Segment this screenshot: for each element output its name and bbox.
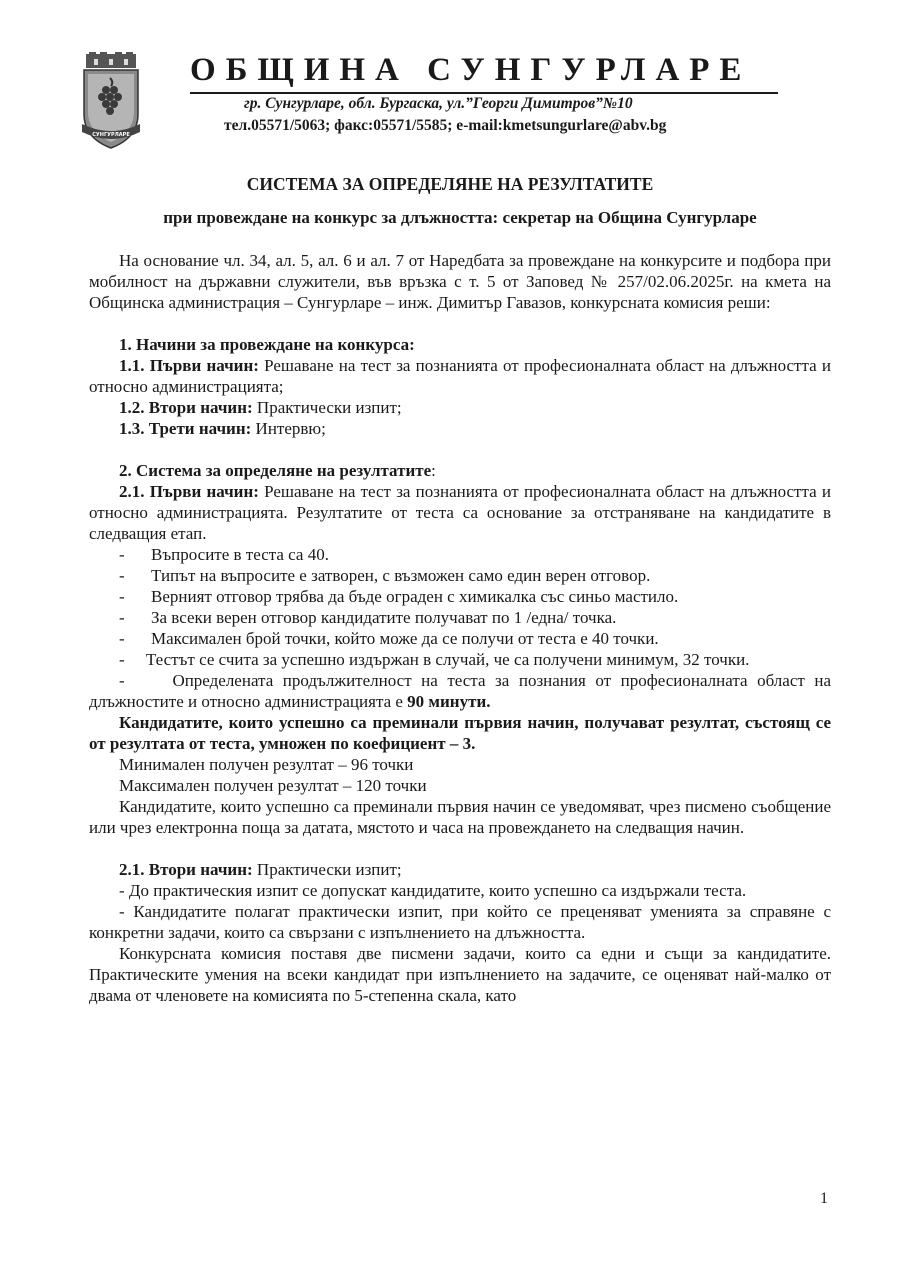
method-2-paragraph-text: Конкурсната комисия поставя две писмени задачи, които са едни и същи за кандидатите. Практическите умения на всеки кандидат при изпълнението на задачите, се оценяват най-малко от двама от членовете на комисията по 5-степенна скала, като: [89, 944, 831, 1005]
duration-item: - Определената продължителност на теста за познания от професионалната област на длъжностите и относно администрацията е 90 минути.: [89, 671, 831, 711]
organization-contacts: тел.05571/5063; факс:05571/5585; e-mail:kmetsungurlare@abv.bg: [224, 117, 667, 134]
method-2-paragraph: [89, 859, 831, 880]
item-label: 1.3. Трети начин:: [119, 419, 252, 438]
header-divider: [190, 92, 778, 94]
list-item: - Типът на въпросите е затворен, с възможен само един верен отговор.: [89, 565, 831, 586]
list-item-text: Тестът се счита за успешно издържан в случай, че са получени минимум, 32 точки.: [145, 650, 750, 669]
list-item-text: Типът на въпросите е затворен, с възможен само един верен отговор.: [151, 566, 651, 585]
list-item: - За всеки верен отговор кандидатите получават по 1 /една/ точка.: [89, 607, 831, 628]
method-1-text: Решаване на тест за познанията от професионалната област на длъжността и относно администрацията. Резултатите от теста са основание за отстраняване на кандидатите в следващия етап.: [89, 482, 831, 543]
item-text: Практически изпит;: [252, 398, 402, 417]
list-item: - Верният отговор трябва да бъде ограден с химикалка със синьо мастило.: [89, 586, 831, 607]
organization-address: гр. Сунгурларе, обл. Бургаска, ул.”Георги Димитров”№10: [244, 95, 633, 112]
section-1-item: [89, 355, 831, 397]
item-label: 1.1. Първи начин:: [119, 356, 259, 375]
list-item-text: Въпросите в теста са 40.: [151, 545, 329, 564]
page-number: 1: [820, 1190, 828, 1207]
item-label: 1.2. Втори начин:: [119, 398, 253, 417]
section-1-item: [89, 397, 831, 418]
list-item: - Въпросите в теста са 40.: [89, 544, 831, 565]
method-2-point: - До практическия изпит се допускат кандидатите, които успешно са издържали теста.: [119, 881, 747, 900]
document-body: [89, 250, 831, 1006]
list-item-text: Максимален брой точки, който може да се получи от теста е 40 точки.: [151, 629, 659, 648]
municipality-crest-icon: [80, 52, 142, 150]
list-item-text: Верният отговор трябва да бъде ограден с химикалка със синьо мастило.: [151, 587, 679, 606]
document-subtitle: при провеждане на конкурс за длъжността: секретар на Община Сунгурларе: [163, 208, 757, 227]
min-result: Минимален получен резултат – 96 точки: [119, 755, 414, 774]
method-1-label: 2.1. Първи начин:: [119, 482, 259, 501]
duration-value: 90 минути.: [402, 692, 491, 711]
section-1-heading: 1. Начини за провеждане на конкурса:: [119, 335, 415, 354]
result-rule: Кандидатите, които успешно са преминали първия начин, получават резултат, състоящ се от резултата от теста, умножен по коефициент – 3.: [89, 713, 831, 753]
section-2-heading-text: 2. Система за определяне на резултатите: [119, 461, 432, 480]
section-2-heading: [89, 460, 831, 481]
list-item: - Максимален брой точки, който може да се получи от теста е 40 точки.: [89, 628, 831, 649]
crest-ribbon-text: СУНГУРЛАРЕ: [92, 132, 130, 138]
method-2-point: - Кандидатите полагат практически изпит, при който се преценяват уменията за справяне с конкретни задачи, които са свързани с изпълнението на длъжността.: [89, 902, 831, 942]
method-2-text: Практически изпит;: [252, 860, 402, 879]
notification-paragraph: Кандидатите, които успешно са преминали първия начин се уведомяват, чрез писмено съобщение или чрез електронна поща за датата, мястото и часа на провеждането на следващия начин.: [89, 797, 831, 837]
method-1-paragraph: [89, 481, 831, 544]
section-2-heading-colon: :: [431, 461, 436, 480]
organization-name: ОБЩИНА СУНГУРЛАРЕ: [190, 52, 752, 88]
duration-text: Определената продължителност на теста за познания от професионалната област на длъжностите и относно администрацията е: [89, 671, 831, 711]
list-item-text: За всеки верен отговор кандидатите получават по 1 /една/ точка.: [151, 608, 617, 627]
document-title: СИСТЕМА ЗА ОПРЕДЕЛЯНЕ НА РЕЗУЛТАТИТЕ: [246, 174, 654, 194]
max-result: Максимален получен резултат – 120 точки: [119, 776, 427, 795]
method-2-label: 2.1. Втори начин:: [119, 860, 253, 879]
item-text: Интервю;: [251, 419, 326, 438]
item-text: Решаване на тест за познанията от професионалната област на длъжността и относно администрацията;: [89, 356, 831, 396]
section-1-item: [89, 418, 831, 439]
intro-paragraph: На основание чл. 34, ал. 5, ал. 6 и ал. 7 от Наредбата за провеждане на конкурсите и подбора при мобилност на държавни служители, във връзка с т. 5 от Заповед № 257/02.06.2025г. на кмета на Общинска администрация – Сунгурларе – инж. Димитър Гавазов, конкурсната комисия реши:: [89, 251, 831, 312]
list-item: - Тестът се счита за успешно издържан в случай, че са получени минимум, 32 точки.: [119, 650, 750, 669]
